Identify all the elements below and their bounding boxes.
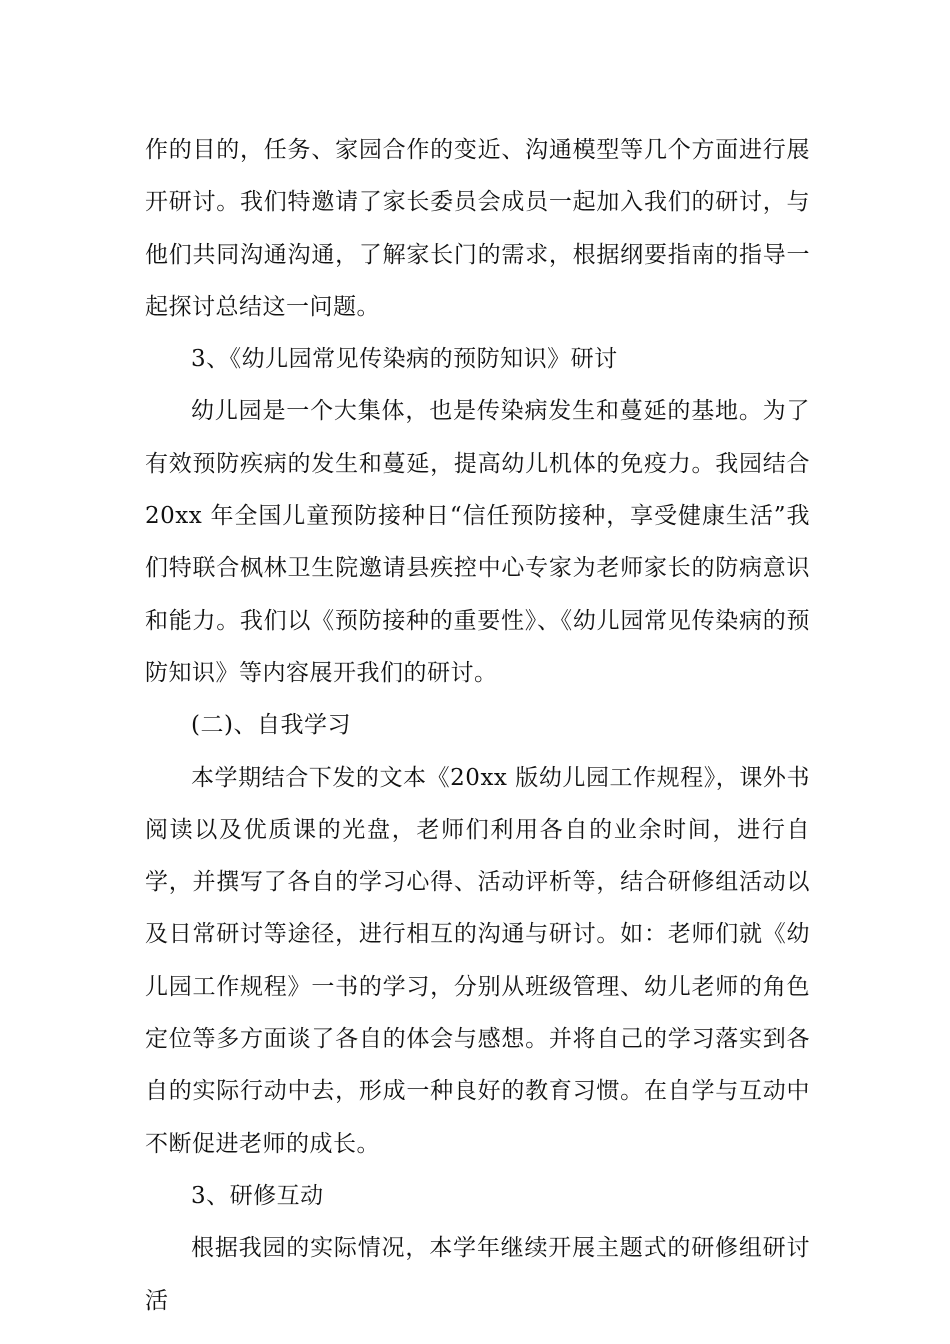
heading-self-study: (二)、自我学习 [191,712,351,739]
paragraph-continued: 作的目的，任务、家园合作的变近、沟通模型等几个方面进行展开研讨。我们特邀请了家长委员会成员一起加入我们的研讨，与他们共同沟通沟通，了解家长门的需求，根据纲要指南的指导一起探讨总结这一问题。 [145,137,810,320]
heading-infectious-disease-seminar: 3、《幼儿园常见传染病的预防知识》研讨 [191,346,618,373]
document-body [145,124,810,1327]
paragraph-self-study: 本学期结合下发的文本《20xx 版幼儿园工作规程》，课外书阅读以及优质课的光盘，老师们利用各自的业余时间，进行自学，并撰写了各自的学习心得、活动评析等，结合研修组活动以及日常研讨等途径，进行相互的沟通与研讨。如：老师们就《幼儿园工作规程》一书的学习，分别从班级管理、幼儿老师的角色定位等多方面谈了各自的体会与感想。并将自己的学习落实到各自的实际行动中去，形成一种良好的教育习惯。在自学与互动中不断促进老师的成长。 [145,764,810,1157]
paragraph-study-interaction: 根据我园的实际情况，本学年继续开展主题式的研修组研讨活 [145,1235,810,1314]
paragraph-infectious-disease: 幼儿园是一个大集体，也是传染病发生和蔓延的基地。为了有效预防疾病的发生和蔓延，提高幼儿机体的免疫力。我园结合 20xx 年全国儿童预防接种日“信任预防接种，享受健康生活”我们特联合枫林卫生院邀请县疾控中心专家为老师家长的防病意识和能力。我们以《预防接种的重要性》、《幼儿园常见传染病的预防知识》等内容展开我们的研讨。 [145,398,810,686]
heading-study-interaction: 3、研修互动 [191,1182,324,1209]
